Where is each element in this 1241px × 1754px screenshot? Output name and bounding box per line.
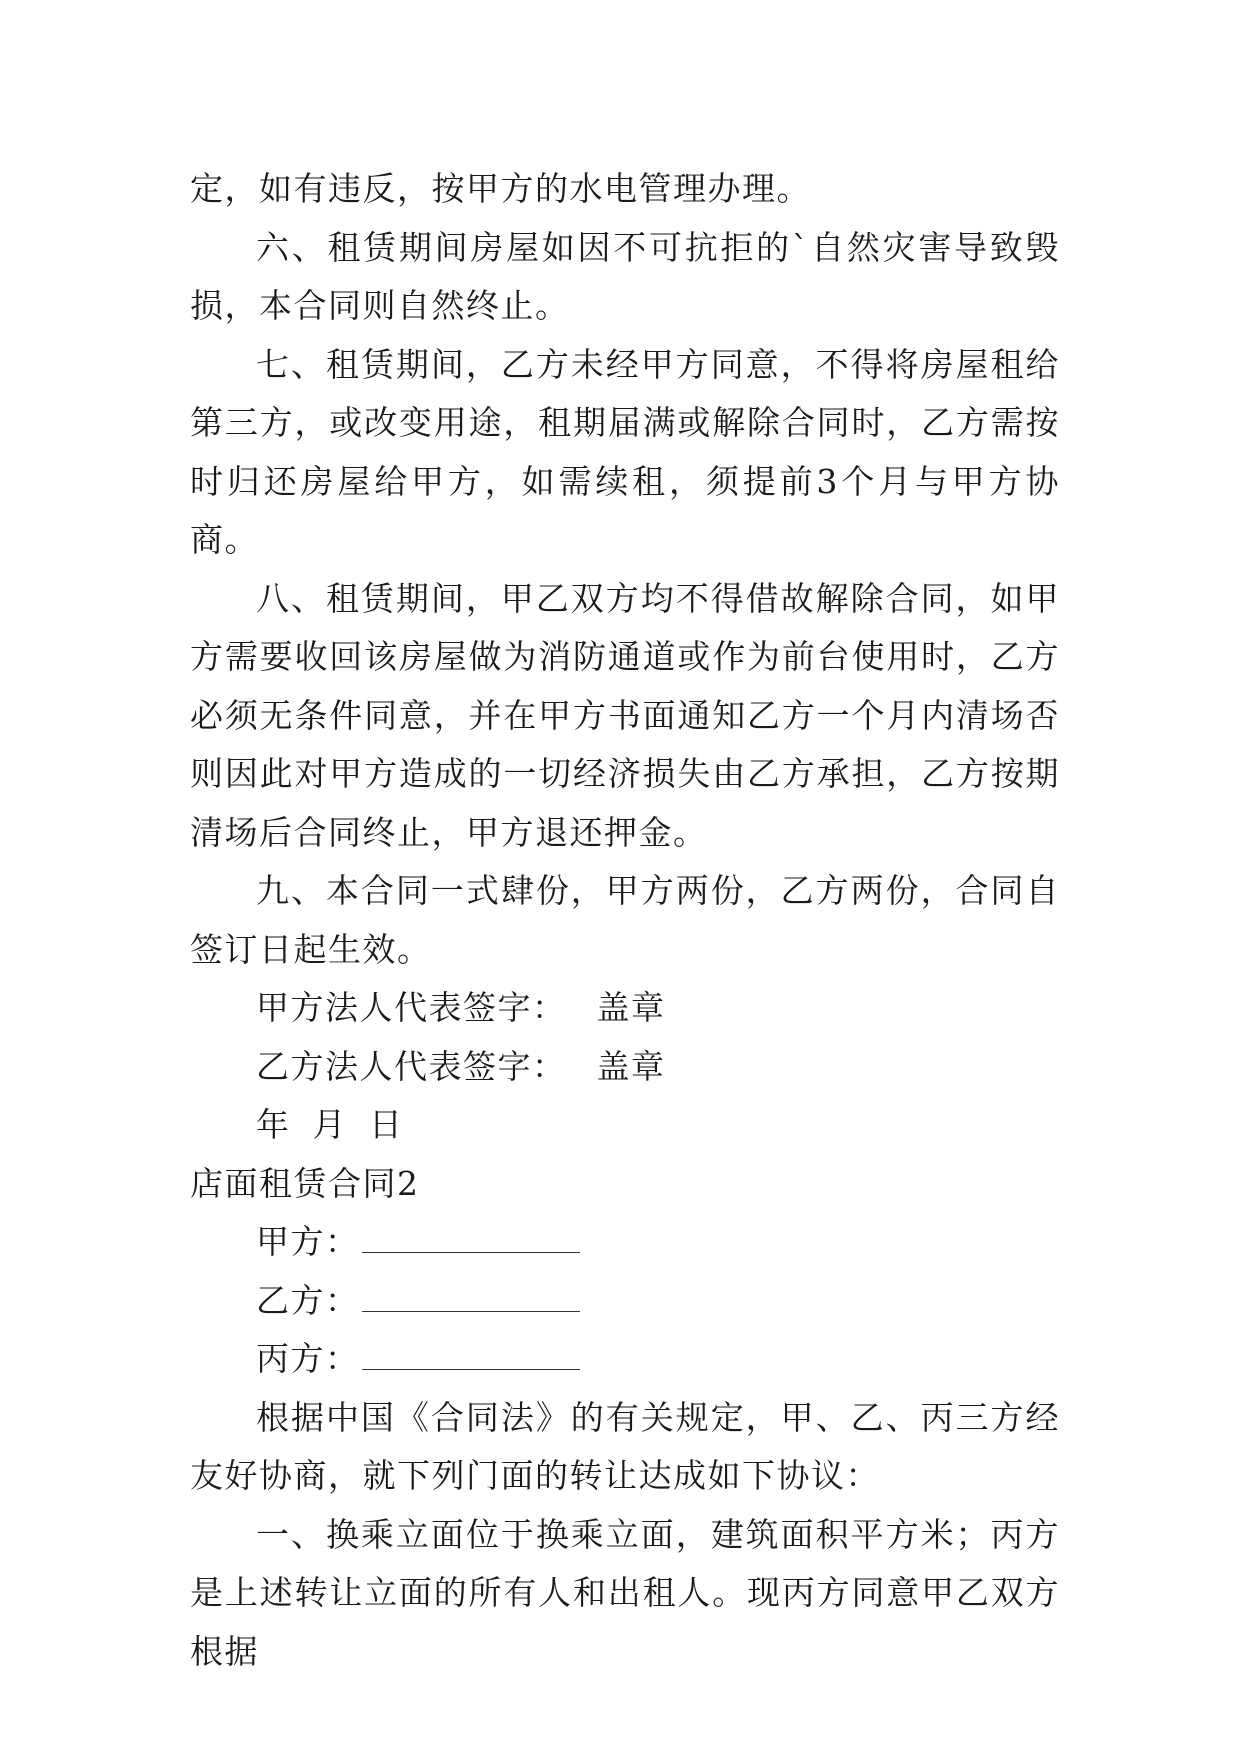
date-day: 日 (369, 1105, 404, 1144)
document-body (190, 160, 1060, 1681)
party-label: 甲方： (256, 1222, 360, 1261)
clause-7: 七、租赁期间，乙方未经甲方同意，不得将房屋租给第三方，或改变用途，租期届满或解除合同时，乙方需按时归还房屋给甲方，如需续租，须提前3个月与甲方协商。 (190, 344, 1060, 559)
fill-in-blank (362, 1220, 580, 1253)
clause-8: 八、租赁期间，甲乙双方均不得借故解除合同，如甲方需要收回该房屋做为消防通道或作为前台使用时，乙方必须无条件同意，并在甲方书面通知乙方一个月内清场否则因此对甲方造成的一切经济损失由乙方承担，乙方按期清场后合同终止，甲方退还押金。 (190, 578, 1060, 852)
party-a-line (190, 1213, 1060, 1272)
fill-in-blank (362, 1279, 580, 1312)
clause-9: 九、本合同一式肆份，甲方两份，乙方两份，合同自签订日起生效。 (190, 871, 1060, 969)
continuation-paragraph: 定，如有违反，按甲方的水电管理办理。 (190, 169, 811, 208)
party-c-line (190, 1330, 1060, 1389)
signature-line-party-b (190, 1038, 1060, 1097)
seal-label: 盖章 (596, 988, 666, 1027)
contract-2-title: 店面租赁合同2 (190, 1163, 420, 1203)
clause-6: 六、租赁期间房屋如因不可抗拒的`自然灾害导致毁损，本合同则自然终止。 (190, 227, 1060, 325)
signature-label: 甲方法人代表签字： (256, 988, 567, 1027)
date-month: 月 (312, 1105, 347, 1144)
signature-label: 乙方法人代表签字： (256, 1046, 567, 1086)
party-label: 丙方： (256, 1339, 360, 1378)
party-b-line (190, 1272, 1060, 1331)
date-line (190, 1096, 1060, 1155)
contract-2-intro: 根据中国《合同法》的有关规定，甲、乙、丙三方经友好协商，就下列门面的转让达成如下协议： (190, 1397, 1060, 1495)
date-year: 年 (256, 1105, 291, 1144)
seal-label: 盖章 (596, 1046, 666, 1086)
fill-in-blank (362, 1337, 580, 1370)
signature-line-party-a (190, 979, 1060, 1038)
contract-2-clause-1: 一、换乘立面位于换乘立面，建筑面积平方米；丙方是上述转让立面的所有人和出租人。现丙方同意甲乙双方根据 (190, 1514, 1060, 1671)
party-label: 乙方： (256, 1280, 360, 1320)
